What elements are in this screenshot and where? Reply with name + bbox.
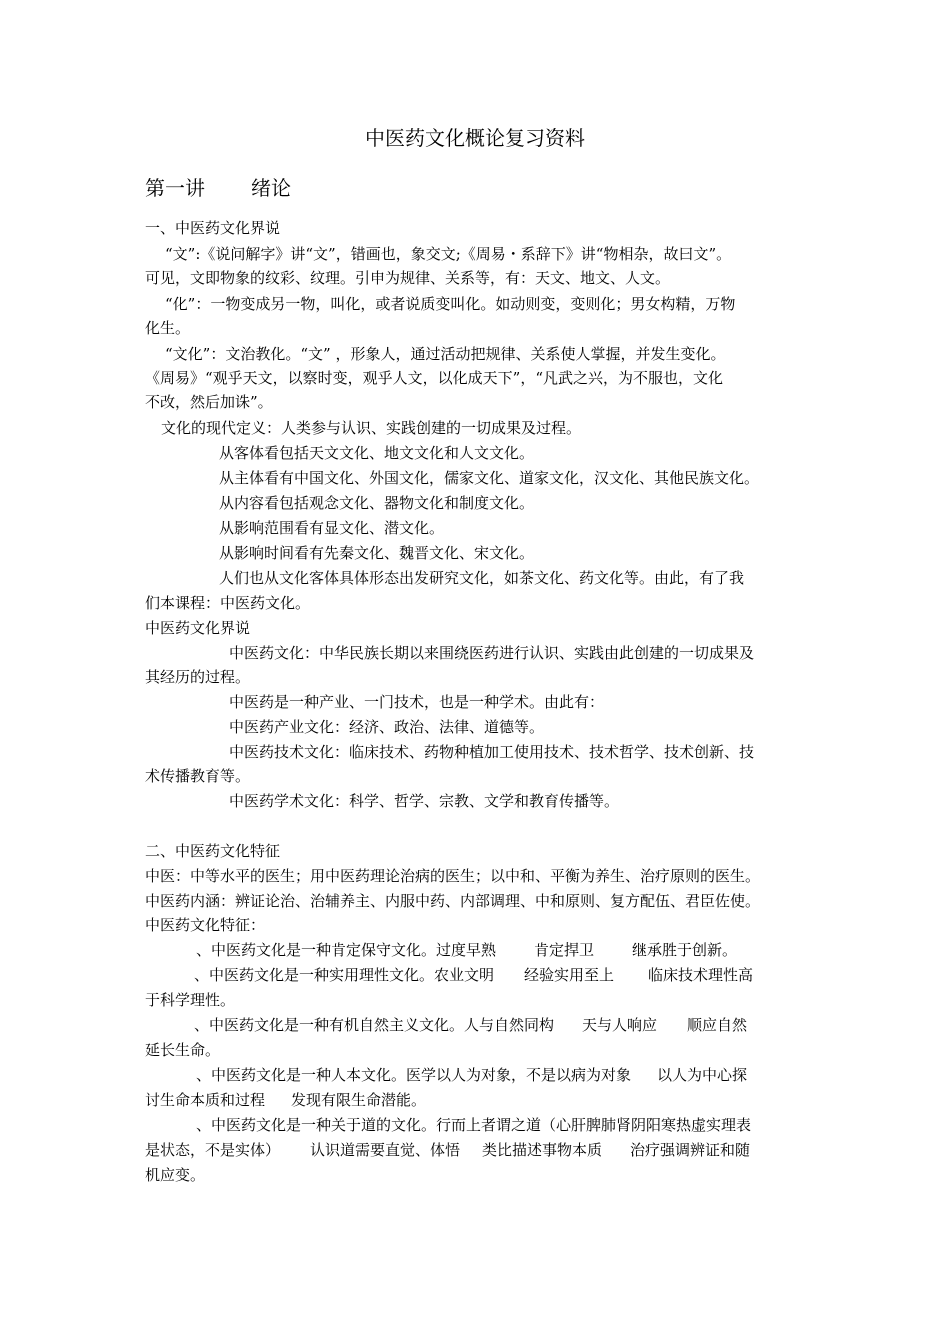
feature-line	[194, 1015, 747, 1035]
section-heading: 一、中医药文化界说	[145, 219, 281, 237]
page-title: 中医药文化概论复习资料	[365, 126, 585, 150]
feature-line	[194, 965, 753, 985]
paragraph-line: 中医药是一种产业、一门技术，也是一种学术。由此有：	[229, 693, 605, 711]
paragraph-line: 于科学理性。	[145, 991, 236, 1009]
paragraph-line: 可见，文即物象的纹彩、纹理。引申为规律、关系等，有：天文、地文、人文。	[145, 269, 671, 287]
feature-text: 以人为中心探	[657, 1066, 748, 1084]
paragraph-line: 、中医药文化是一种关于道的文化。行而上者谓之道（心肝脾肺肾阴阳寒热虚实理表	[196, 1116, 752, 1134]
paragraph-line: 中医：中等水平的医生；用中医药理论治病的医生；以中和、平衡为养生、治疗原则的医生。	[145, 867, 761, 885]
feature-text: 经验实用至上	[524, 966, 615, 984]
feature-text: 、中医药文化是一种有机自然主义文化。人与自然同构	[194, 1016, 555, 1034]
feature-text: 讨生命本质和过程	[145, 1091, 266, 1109]
lecture-heading	[145, 174, 291, 202]
feature-line	[196, 1065, 747, 1085]
paragraph-line: 中医药产业文化：经济、政治、法律、道德等。	[229, 718, 545, 736]
paragraph-line: 延长生命。	[145, 1041, 221, 1059]
feature-text: 类比描述事物本质	[482, 1141, 603, 1159]
paragraph-line: 中医药技术文化：临床技术、药物种植加工使用技术、技术哲学、技术创新、技	[229, 743, 755, 761]
lecture-name: 绪论	[251, 176, 291, 200]
paragraph-line: 中医药学术文化：科学、哲学、宗教、文学和教育传播等。	[229, 792, 620, 810]
paragraph-line: “文”:《说问解字》讲“文”，错画也，象交文;《周易・系辞下》讲“物相杂，故曰文”。	[165, 245, 732, 263]
section-heading: 二、中医药文化特征	[145, 842, 281, 860]
lecture-number: 第一讲	[145, 176, 205, 200]
paragraph-line: 从客体看包括天文文化、地文文化和人文文化。	[219, 444, 535, 462]
feature-text: 是状态，不是实体）	[145, 1141, 281, 1159]
paragraph-line: 们本课程：中医药文化。	[145, 594, 311, 612]
paragraph-line: 中医药内涵：辨证论治、治辅养主、内服中药、内部调理、中和原则、复方配伍、君臣佐使。	[145, 892, 761, 910]
paragraph-line: 化生。	[145, 319, 191, 337]
paragraph-line: 从主体看有中国文化、外国文化，儒家文化、道家文化，汉文化、其他民族文化。	[219, 469, 760, 487]
feature-text: 顺应自然	[687, 1016, 748, 1034]
feature-text: 、中医药文化是一种肯定保守文化。过度早熟	[196, 941, 497, 959]
feature-text: 天与人响应	[582, 1016, 658, 1034]
feature-text: 认识道需要直觉、体悟	[310, 1141, 461, 1159]
paragraph-line: 《周易》“观乎天文，以察时变，观乎人文，以化成天下”，“凡武之兴，为不服也，文化	[145, 369, 724, 387]
feature-text: 、中医药文化是一种人本文化。医学以人为对象，不是以病为对象	[196, 1066, 632, 1084]
feature-text: 肯定捍卫	[534, 941, 595, 959]
paragraph-line: 不改，然后加诛”。	[145, 393, 273, 411]
sub-heading: 中医药文化界说	[145, 619, 251, 637]
paragraph-line: 从影响时间看有先秦文化、魏晋文化、宋文化。	[219, 544, 535, 562]
paragraph-line: 机应变。	[145, 1166, 206, 1184]
feature-text: 治疗强调辨证和随	[630, 1141, 751, 1159]
paragraph-line: 中医药文化特征：	[145, 916, 266, 934]
paragraph-line: 术传播教育等。	[145, 767, 251, 785]
paragraph-line: “文化”：文治教化。“文” ，形象人，通过活动把规律、关系使人掌握，并发生变化。	[165, 345, 726, 363]
feature-text: 发现有限生命潜能。	[291, 1091, 427, 1109]
paragraph-line: “化”：一物变成另一物，叫化，或者说质变叫化。如动则变，变则化；男女构精，万物	[165, 295, 736, 313]
feature-text: 、中医药文化是一种实用理性文化。农业文明	[194, 966, 495, 984]
feature-text: 继承胜于创新。	[632, 941, 738, 959]
feature-line	[196, 940, 737, 960]
paragraph-line: 其经历的过程。	[145, 668, 251, 686]
feature-line	[145, 1140, 750, 1160]
paragraph-line: 文化的现代定义：人类参与认识、实践创建的一切成果及过程。	[161, 419, 582, 437]
paragraph-line: 从影响范围看有显文化、潜文化。	[219, 519, 445, 537]
paragraph-line: 中医药文化：中华民族长期以来围绕医药进行认识、实践由此创建的一切成果及	[229, 644, 755, 662]
feature-line	[145, 1090, 426, 1110]
paragraph-line: 人们也从文化客体具体形态出发研究文化，如茶文化、药文化等。由此，有了我	[219, 569, 745, 587]
paragraph-line: 从内容看包括观念文化、器物文化和制度文化。	[219, 494, 535, 512]
feature-text: 临床技术理性高	[648, 966, 754, 984]
